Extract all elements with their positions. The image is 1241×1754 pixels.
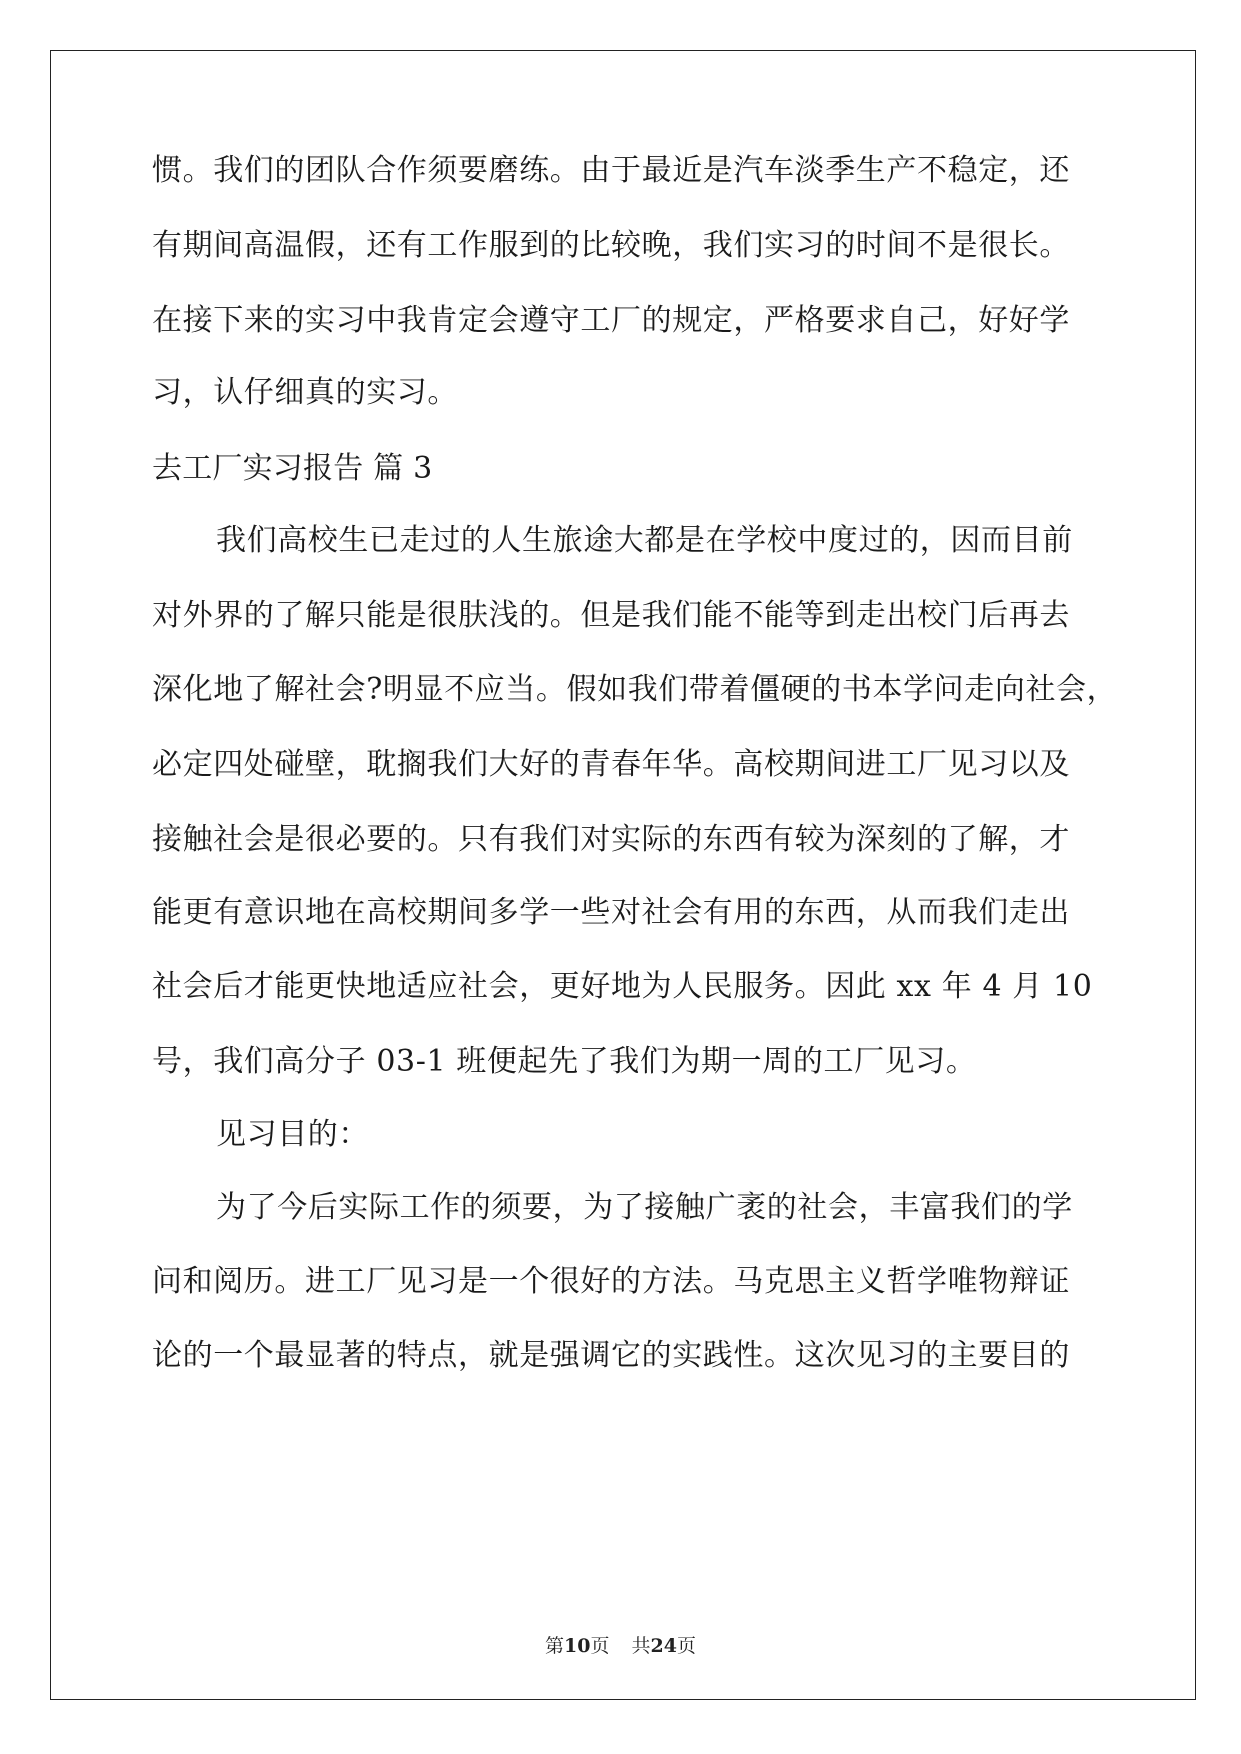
footer-total-suffix: 页 [676,1635,696,1657]
text-line-15: 为了今后实际工作的须要，为了接触广袤的社会，丰富我们的学 [216,1190,1073,1225]
footer-page-prefix: 第 [545,1635,565,1657]
footer-page-total: 24 [650,1635,677,1657]
page-border [50,50,1196,1700]
text-line-10: 接触社会是很必要的。只有我们对实际的东西有较为深刻的了解，才 [152,822,1070,857]
text-line-13: 号，我们高分子 03-1 班便起先了我们为期一周的工厂见习。 [152,1044,977,1079]
text-line-2: 有期间高温假，还有工作服到的比较晚，我们实习的时间不是很长。 [152,228,1070,263]
text-line-14: 见习目的： [216,1117,369,1152]
text-line-4: 习，认仔细真的实习。 [152,375,458,410]
text-line-11: 能更有意识地在高校期间多学一些对社会有用的东西，从而我们走出 [152,895,1070,930]
footer-page-current: 10 [564,1635,591,1657]
text-line-1: 惯。我们的团队合作须要磨练。由于最近是汽车淡季生产不稳定，还 [152,153,1070,188]
text-line-17: 论的一个最显著的特点，就是强调它的实践性。这次见习的主要目的 [152,1338,1070,1373]
text-line-3: 在接下来的实习中我肯定会遵守工厂的规定，严格要求自己，好好学 [152,303,1070,338]
text-line-9: 必定四处碰壁，耽搁我们大好的青春年华。高校期间进工厂见习以及 [152,747,1070,782]
text-line-8: 深化地了解社会?明显不应当。假如我们带着僵硬的书本学问走向社会， [152,672,1118,707]
text-line-7: 对外界的了解只能是很肤浅的。但是我们能不能等到走出校门后再去 [152,598,1070,633]
page-footer [0,1634,1241,1658]
text-line-12: 社会后才能更快地适应社会，更好地为人民服务。因此 xx 年 4 月 10 [152,969,1093,1004]
text-line-16: 问和阅历。进工厂见习是一个很好的方法。马克思主义哲学唯物辩证 [152,1264,1070,1299]
text-line-6: 我们高校生已走过的人生旅途大都是在学校中度过的，因而目前 [216,523,1073,558]
footer-page-suffix: 页 [590,1635,610,1657]
section-heading: 去工厂实习报告 篇 3 [152,451,433,486]
footer-total-prefix: 共 [631,1635,651,1657]
